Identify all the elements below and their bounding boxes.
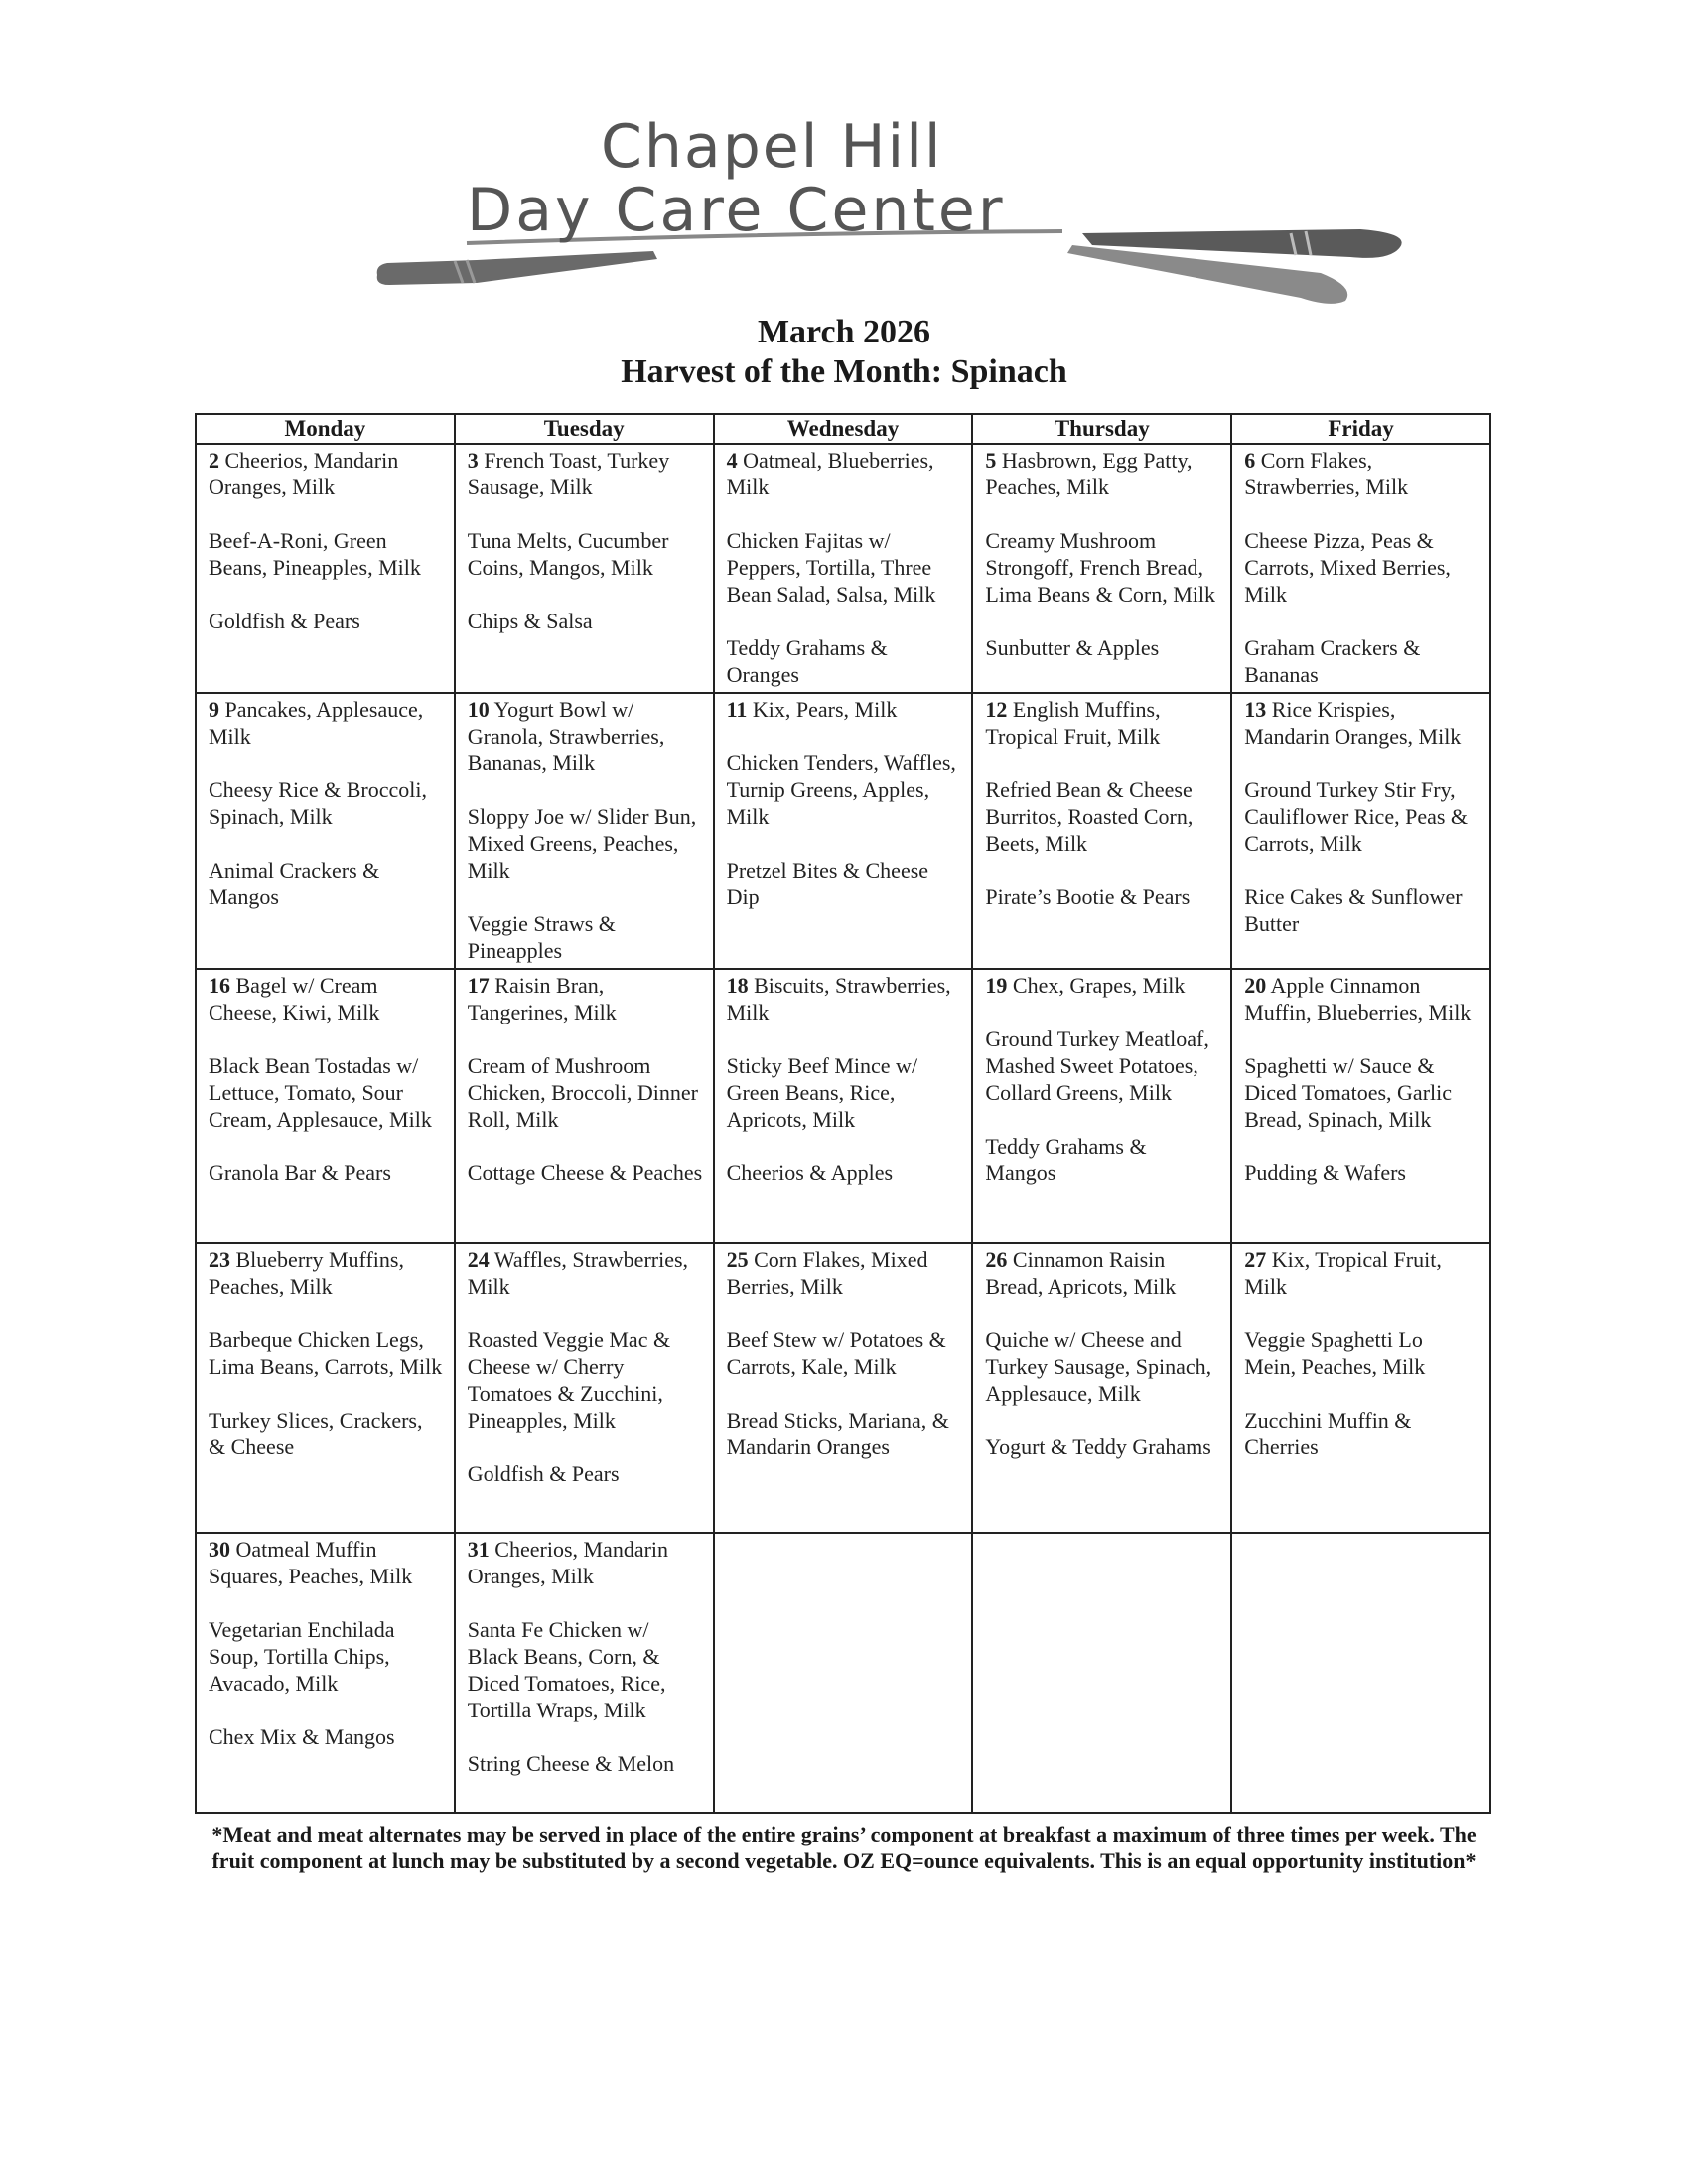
breakfast: [727, 972, 962, 1025]
breakfast: [1244, 972, 1479, 1025]
day-number: 25: [726, 1247, 749, 1272]
empty-day-cell: [714, 1533, 973, 1813]
day-cell: [196, 444, 455, 693]
day-cell: [196, 1533, 455, 1813]
day-number: 16: [209, 973, 230, 998]
breakfast-text: Chex, Grapes, Milk: [1007, 973, 1186, 998]
week-row: [196, 969, 1490, 1243]
day-number: 9: [209, 697, 219, 722]
snack: Veggie Straws & Pineapples: [467, 911, 616, 963]
day-cell: [972, 693, 1231, 969]
breakfast-text: Kix, Pears, Milk: [747, 697, 898, 722]
breakfast-text: Cheerios, Mandarin Oranges, Milk: [209, 448, 399, 499]
header-thursday: Thursday: [972, 414, 1231, 444]
day-cell: [455, 1533, 714, 1813]
breakfast-text: Waffles, Strawberries, Milk: [467, 1247, 689, 1298]
breakfast-text: Bagel w/ Cream Cheese, Kiwi, Milk: [209, 973, 380, 1024]
day-cell: [455, 1243, 714, 1533]
breakfast: [985, 972, 1220, 999]
menu-calendar: [195, 413, 1491, 1814]
day-number: 30: [209, 1537, 230, 1562]
breakfast-text: Corn Flakes, Mixed Berries, Milk: [726, 1247, 928, 1298]
empty-day-cell: [1231, 1533, 1490, 1813]
footnote: *Meat and meat alternates may be served in place of the entire grains’ component at breakfast a maximum of three times per week. The fruit component at lunch may be substituted by a second vegetable. OZ EQ=ounce equivalents. This is an equal opportunity institution*: [211, 1822, 1477, 1873]
breakfast-text: Raisin Bran, Tangerines, Milk: [467, 973, 617, 1024]
breakfast-text: Biscuits, Strawberries, Milk: [726, 973, 951, 1024]
lunch: Beef Stew w/ Potatoes & Carrots, Kale, Milk: [726, 1327, 946, 1379]
snack: Pirate’s Bootie & Pears: [985, 885, 1191, 909]
breakfast: [209, 447, 444, 500]
day-number: 12: [985, 697, 1008, 722]
lunch: Barbeque Chicken Legs, Lima Beans, Carrots, Milk: [209, 1327, 443, 1379]
snack: Granola Bar & Pears: [209, 1160, 391, 1185]
breakfast: [727, 696, 962, 723]
snack: Teddy Grahams & Mangos: [985, 1134, 1147, 1185]
day-number: 31: [467, 1537, 490, 1562]
harvest-of-month: Harvest of the Month: Spinach: [621, 353, 1067, 390]
day-number: 24: [467, 1247, 490, 1272]
day-number: 4: [726, 448, 738, 473]
week-row: [196, 693, 1490, 969]
day-number: 17: [467, 973, 490, 998]
lunch: Ground Turkey Stir Fry, Cauliflower Rice, Peas & Carrots, Milk: [1244, 777, 1469, 856]
breakfast: [209, 1246, 444, 1299]
breakfast-text: French Toast, Turkey Sausage, Milk: [467, 448, 670, 499]
day-number: 10: [467, 697, 490, 722]
breakfast-text: Corn Flakes, Strawberries, Milk: [1244, 448, 1409, 499]
day-cell: [1231, 1243, 1490, 1533]
day-number: 19: [985, 973, 1008, 998]
breakfast-text: Cinnamon Raisin Bread, Apricots, Milk: [985, 1247, 1177, 1298]
snack: Bread Sticks, Mariana, & Mandarin Oranges: [726, 1408, 949, 1459]
breakfast: [209, 696, 444, 750]
lunch: Veggie Spaghetti Lo Mein, Peaches, Milk: [1244, 1327, 1426, 1379]
breakfast-text: Apple Cinnamon Muffin, Blueberries, Milk: [1244, 973, 1472, 1024]
breakfast-text: Blueberry Muffins, Peaches, Milk: [209, 1247, 404, 1298]
breakfast-text: Hasbrown, Egg Patty, Peaches, Milk: [985, 448, 1193, 499]
day-cell: [196, 693, 455, 969]
snack: Graham Crackers & Bananas: [1244, 635, 1421, 687]
logo-line-1: Chapel Hill: [601, 112, 943, 182]
day-number: 5: [985, 448, 997, 473]
breakfast: [468, 1536, 703, 1589]
weekday-header-row: [196, 414, 1490, 444]
header-monday: Monday: [196, 414, 455, 444]
snack: Chips & Salsa: [467, 609, 593, 633]
lunch: Santa Fe Chicken w/ Black Beans, Corn, & Diced Tomatoes, Rice, Tortilla Wraps, Milk: [467, 1617, 666, 1722]
logo-line-2: Day Care Center: [467, 176, 1006, 245]
snack: Pudding & Wafers: [1244, 1160, 1406, 1185]
breakfast: [985, 696, 1220, 750]
lunch: Cheese Pizza, Peas & Carrots, Mixed Berries, Milk: [1244, 528, 1451, 607]
breakfast-text: Yogurt Bowl w/ Granola, Strawberries, Bananas, Milk: [467, 697, 665, 775]
breakfast: [468, 447, 703, 500]
breakfast-text: English Muffins, Tropical Fruit, Milk: [985, 697, 1161, 749]
day-number: 2: [209, 448, 219, 473]
snack: Teddy Grahams & Oranges: [726, 635, 888, 687]
day-cell: [1231, 693, 1490, 969]
snack: Yogurt & Teddy Grahams: [985, 1434, 1211, 1459]
day-cell: [972, 1243, 1231, 1533]
breakfast: [468, 696, 703, 776]
breakfast-text: Oatmeal, Blueberries, Milk: [726, 448, 934, 499]
lunch: Vegetarian Enchilada Soup, Tortilla Chips, Avacado, Milk: [209, 1617, 395, 1696]
empty-day-cell: [972, 1533, 1231, 1813]
breakfast: [468, 972, 703, 1025]
snack: Rice Cakes & Sunflower Butter: [1244, 885, 1463, 936]
day-cell: [455, 693, 714, 969]
day-cell: [714, 693, 973, 969]
lunch: Beef-A-Roni, Green Beans, Pineapples, Milk: [209, 528, 421, 580]
breakfast-text: Cheerios, Mandarin Oranges, Milk: [467, 1537, 669, 1588]
day-number: 26: [985, 1247, 1008, 1272]
lunch: Sticky Beef Mince w/ Green Beans, Rice, Apricots, Milk: [726, 1053, 918, 1132]
lunch: Ground Turkey Meatloaf, Mashed Sweet Potatoes, Collard Greens, Milk: [985, 1026, 1209, 1105]
lunch: Refried Bean & Cheese Burritos, Roasted Corn, Beets, Milk: [985, 777, 1194, 856]
breakfast-text: Oatmeal Muffin Squares, Peaches, Milk: [209, 1537, 413, 1588]
day-number: 11: [726, 697, 748, 722]
week-row: [196, 1533, 1490, 1813]
breakfast: [1244, 1246, 1479, 1299]
day-number: 13: [1244, 697, 1267, 722]
day-cell: [196, 969, 455, 1243]
header-tuesday: Tuesday: [455, 414, 714, 444]
day-number: 18: [726, 973, 749, 998]
lunch: Chicken Tenders, Waffles, Turnip Greens, Apples, Milk: [726, 751, 956, 829]
day-cell: [1231, 969, 1490, 1243]
breakfast-text: Rice Krispies, Mandarin Oranges, Milk: [1244, 697, 1462, 749]
lunch: Sloppy Joe w/ Slider Bun, Mixed Greens, Peaches, Milk: [467, 804, 697, 883]
breakfast-text: Kix, Tropical Fruit, Milk: [1244, 1247, 1442, 1298]
breakfast: [468, 1246, 703, 1299]
day-cell: [196, 1243, 455, 1533]
lunch: Cream of Mushroom Chicken, Broccoli, Dinner Roll, Milk: [467, 1053, 698, 1132]
breakfast: [1244, 696, 1479, 750]
breakfast: [1244, 447, 1479, 500]
snack: Animal Crackers & Mangos: [209, 858, 380, 909]
lunch: Black Bean Tostadas w/ Lettuce, Tomato, Sour Cream, Applesauce, Milk: [209, 1053, 432, 1132]
snack: Turkey Slices, Crackers, & Cheese: [209, 1408, 423, 1459]
day-number: 27: [1244, 1247, 1267, 1272]
day-cell: [972, 444, 1231, 693]
breakfast: [727, 447, 962, 500]
lunch: Spaghetti w/ Sauce & Diced Tomatoes, Garlic Bread, Spinach, Milk: [1244, 1053, 1453, 1132]
snack: Cheerios & Apples: [726, 1160, 894, 1185]
snack: Goldfish & Pears: [209, 609, 360, 633]
breakfast-text: Pancakes, Applesauce, Milk: [209, 697, 424, 749]
day-number: 23: [209, 1247, 230, 1272]
day-cell: [1231, 444, 1490, 693]
breakfast: [985, 1246, 1220, 1299]
lunch: Roasted Veggie Mac & Cheese w/ Cherry Tomatoes & Zucchini, Pineapples, Milk: [467, 1327, 671, 1433]
breakfast: [209, 972, 444, 1025]
day-number: 20: [1244, 973, 1267, 998]
menu-month: March 2026: [757, 314, 931, 350]
week-row: [196, 1243, 1490, 1533]
day-cell: [714, 969, 973, 1243]
logo: [367, 104, 1420, 308]
header-friday: Friday: [1231, 414, 1490, 444]
snack: Cottage Cheese & Peaches: [467, 1160, 703, 1185]
day-number: 6: [1244, 448, 1256, 473]
day-cell: [714, 1243, 973, 1533]
lunch: Chicken Fajitas w/ Peppers, Tortilla, Three Bean Salad, Salsa, Milk: [726, 528, 936, 607]
day-number: 3: [467, 448, 479, 473]
lunch: Quiche w/ Cheese and Turkey Sausage, Spinach, Applesauce, Milk: [985, 1327, 1212, 1406]
breakfast: [727, 1246, 962, 1299]
lunch: Cheesy Rice & Broccoli, Spinach, Milk: [209, 777, 427, 829]
day-cell: [972, 969, 1231, 1243]
lunch: Creamy Mushroom Strongoff, French Bread, Lima Beans & Corn, Milk: [985, 528, 1215, 607]
breakfast: [985, 447, 1220, 500]
breakfast: [209, 1536, 444, 1589]
header-wednesday: Wednesday: [714, 414, 973, 444]
day-cell: [455, 969, 714, 1243]
snack: Pretzel Bites & Cheese Dip: [726, 858, 929, 909]
week-row: [196, 444, 1490, 693]
snack: Sunbutter & Apples: [985, 635, 1160, 660]
snack: Goldfish & Pears: [467, 1461, 620, 1486]
snack: Zucchini Muffin & Cherries: [1244, 1408, 1412, 1459]
snack: String Cheese & Melon: [467, 1751, 675, 1776]
day-cell: [714, 444, 973, 693]
day-cell: [455, 444, 714, 693]
snack: Chex Mix & Mangos: [209, 1724, 395, 1749]
lunch: Tuna Melts, Cucumber Coins, Mangos, Milk: [467, 528, 669, 580]
